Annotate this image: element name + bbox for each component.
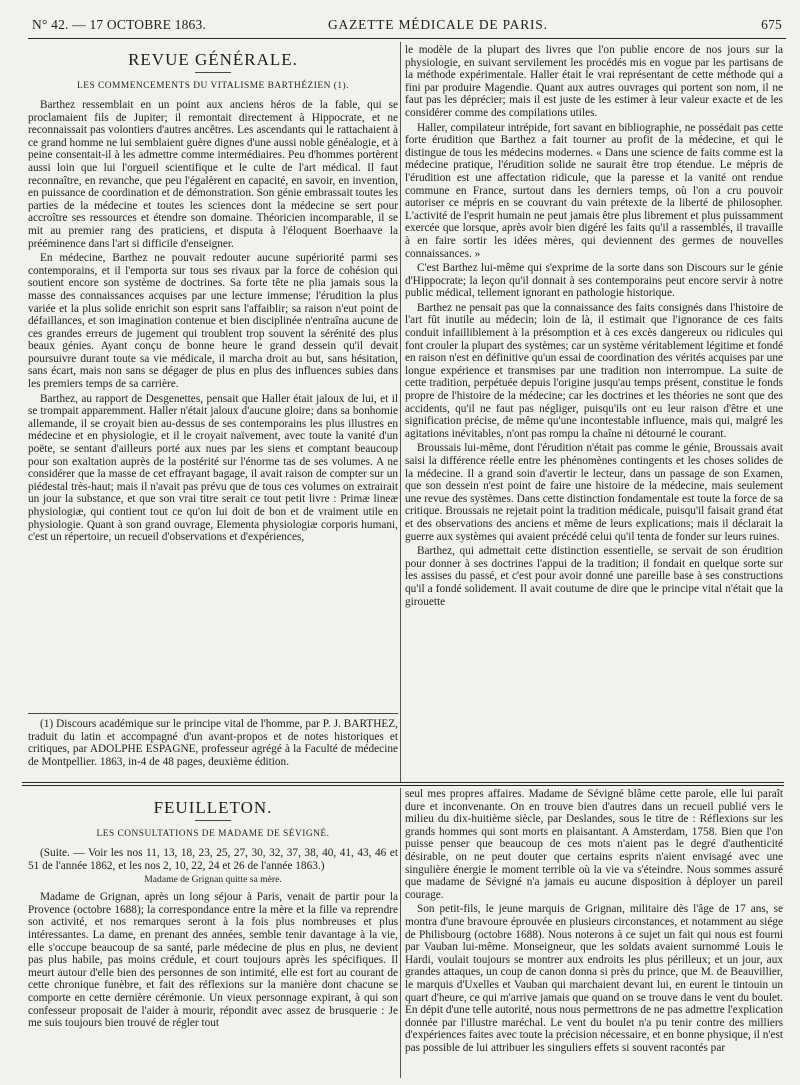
revue-paragraph: Barthez, au rapport de Desgenettes, pensait que Haller était jaloux de lui, et il se trompait apparemment. Haller n'était jaloux d'aucune gloire; dans sa bonhomie allemande, il se croyait bien au-dessus de ses contemporains les plus illustres en médecine et en physiologie, et il le croyait naïvement, avec toute la vanité d'un poëte, se sentant d'ailleurs porté aux nues par les siens et comptant beaucoup pour son exaltation auprès de la postérité sur l'énorme tas de ses volumes. A ne considérer que la masse de cet effrayant bagage, il avait raison de compter sur un piédestal très-haut; mais il n'avait pas prévu que de tous ces volumes on extrairait un jour la substance, et que son vrai titre serait ce tout petit livre : Primæ lineæ physiologiæ, qui contient tout ce qu'on lui doit de bon et de vraiment utile en physiologie. Quant à son grand ouvrage, Elementa physiologiæ corporis humani, c'est un répertoire, un recueil d'observations et d'expériences, <box>28 392 398 544</box>
revue-title: REVUE GÉNÉRALE. <box>128 50 298 69</box>
revue-footnote: (1) Discours académique sur le principe vital de l'homme, par P. J. BARTHEZ, traduit du latin et accompagné d'un avant-propos et de notes historiques et critiques, par ADOLPHE ESPAGNE, professeur agrégé à la Faculté de médecine de Montpellier. 1863, in-4 de 48 pages, deuxième édition. <box>28 718 398 768</box>
revue-paragraph: Broussais lui-même, dont l'érudition n'était pas comme le génie, Broussais avait saisi la différence réelle entre les phénomènes contingents et les choses solides de la médecine. Il a grand soin d'avertir le lecteur, dans un passage de son Examen, que son dessein n'est point de faire une histoire de la médecine, mais seulement une revue des systèmes. Dans cette distinction fondamentale est toute la force de sa critique. Broussais ne rejetait point la tradition médicale, puisqu'il faisait grand état et des observations des anciens et même de leurs explications; mais il déclarait la guerre aux systèmes qui avaient précédé celui qu'il tenta de fonder sur leurs ruines. <box>405 442 783 543</box>
feuilleton-subtitle: LES CONSULTATIONS DE MADAME DE SÉVIGNÉ. <box>96 829 330 839</box>
revue-paragraph: Barthez ne pensait pas que la connaissance des faits consignés dans l'histoire de l'art fût inutile au médecin; loin de là, il estimait que l'ignorance de ces faits conduit infailliblement à la présomption et à ces excès dangereux ou ridicules qui font crouler la plupart des systèmes; car un système véritablement légitime et fondé en raison n'est en définitive qu'un essai de coordination des vérités acquises par une longue expérience et transmises par une tradition non interrompue. La suite de cette tradition, perpétuée depuis l'origine jusqu'au temps présent, constitue le fonds propre de l'histoire de la médecine; car les doctrines et les théories ne sont que des accidents, qu'il ne faut pas négliger, puisqu'ils ont eu leur raison d'être et une signification précise, de même qu'une incontestable influence, mais qui, malgré les agitations inévitables, n'ont pas rompu la chaîne ni détourné le courant. <box>405 301 783 440</box>
revue-subtitle: LES COMMENCEMENTS DU VITALISME BARTHÉZIEN (1). <box>76 81 350 91</box>
feuilleton-rule-bottom <box>22 785 784 786</box>
revue-title-rule <box>195 72 231 73</box>
feuilleton-note: (Suite. — Voir les nos 11, 13, 18, 23, 25, 27, 30, 32, 37, 38, 40, 41, 43, 46 et 51 de l'année 1862, et les nos 2, 10, 22, 24 et 26 de l'année 1863.) <box>28 847 398 872</box>
revue-footnote-block <box>28 718 398 778</box>
feuilleton-chapter: Madame de Grignan quitte sa mère. <box>144 874 282 886</box>
revue-paragraph: C'est Barthez lui-même qui s'exprime de la sorte dans son Discours sur le génie d'Hippocrate; la leçon qu'il donnait à ses contemporains peut encore servir à notre public médical, tellement ignorant en pathologie historique. <box>405 262 783 300</box>
revue-right-column <box>405 44 783 782</box>
feuilleton-left-column <box>28 788 398 1078</box>
revue-paragraph: le modèle de la plupart des livres que l'on publie encore de nos jours sur la physiologie, en suivant servilement les procédés mis en vogue par les partisans de la méthode expérimentale. Haller était le vrai représentant de cette méthode qui a fini par produire Magendie. Quant aux autres ouvrages qui portent son nom, il ne faut pas les déprécier; mais il est juste de les estimer à leur valeur exacte et de les considérer comme des compilations utiles. <box>405 44 783 119</box>
feuilleton-paragraph: Madame de Grignan, après un long séjour à Paris, venait de partir pour la Provence (octobre 1688); la correspondance entre la mère et la fille va reprendre son activité, et nos remarques seront à la fois plus nombreuses et plus intéressantes. La dame, en prenant des années, semble tenir davantage à la vie, elle s'occupe beaucoup de sa santé, parle médecine de plus en plus, ne devient pas plus habile, pas moins crédule, et court toujours après les spécifiques. Il meurt autour d'elle bien des personnes de son intimité, elle est fort au courant de cette chronique funèbre, et fait des réflexions sur la manière dont chacune se comporte en cette dernière cérémonie. Un vieux personnage expirant, à qui son confesseur proposait de l'aider à mourir, répondit avec assez de brusquerie : Je me suis toujours bien trouvé de régler tout <box>28 891 398 1030</box>
revue-paragraph: Barthez, qui admettait cette distinction essentielle, se servait de son érudition pour donner à ses doctrines l'appui de la tradition; il fondait en quelque sorte sur les assises du passé, et c'est pour avoir donné une pareille base à ses constructions qu'il a fondé solidement. Il avait coutume de dire que le principe vital n'était que la girouette <box>405 545 783 608</box>
feuilleton-title: FEUILLETON. <box>153 798 273 817</box>
feuilleton-paragraph: seul mes propres affaires. Madame de Sévigné blâme cette parole, elle lui paraît dure et inconvenante. On en trouve bien d'autres dans un recueil publié vers le milieu du dix-huitième siècle, par Deslandes, sous le titre de : Réflexions sur les grands hommes qui sont morts en plaisantant. A Amsterdam, 1758. Bien que l'on puisse penser que beaucoup de ces mots n'aient pas le degré d'authenticité désirable, on ne peut douter que certains esprits n'aient envisagé avec une singulière énergie le moment terrible où la vie va s'éteindre. Nous sommes assuré que madame de Sévigné n'a jamais eu aucune disposition à déployer un pareil courage. <box>405 788 783 901</box>
feuilleton-rule-top <box>22 782 784 783</box>
feuilleton-paragraph: Son petit-fils, le jeune marquis de Grignan, militaire dès l'âge de 17 ans, se montra d'une bravoure éprouvée en plusieurs circonstances, et notamment au siége de Philisbourg (octobre 1688). Nous noterons à ce sujet un fait qui nous est fourni par Vauban lui-même. Monseigneur, que les soldats avaient surnommé Louis le Hardi, voulait toujours se montrer aux endroits les plus périlleux; et un jour, aux grandes attaques, un coup de canon donna si près du prince, que M. de Beauvillier, le marquis d'Uxelles et Vauban qui marchaient devant lui, en eurent le tintouin un quart d'heure, ce qui m'arrive jamais que quand on se trouve dans le vent du boulet. En dépit d'une telle autorité, nous nous permettrons de ne pas admettre l'explication donnée par l'illustre maréchal. Le vent du boulet n'a pu tenir contre des milliers d'expériences faites avec toute la précision nécessaire, et en bonne physique, il n'est pas possible de lui attribuer les singuliers effets si souvent racontés par <box>405 903 783 1054</box>
feuilleton-title-rule <box>195 820 231 821</box>
running-header <box>28 14 786 39</box>
page-number: 675 <box>761 17 782 32</box>
revue-left-column <box>28 40 398 710</box>
masthead: GAZETTE MÉDICALE DE PARIS. <box>328 17 548 32</box>
issue-number: N° 42. — 17 OCTOBRE 1863. <box>32 17 207 32</box>
revue-paragraph: En médecine, Barthez ne pouvait redouter aucune supériorité parmi ses contemporains, et il l'emporta sur tous ses rivaux par la force de cohésion qui soutient encore son système de doctrines. Sa forte tête ne plia jamais sous la masse des connaissances acquises par une lecture immense; l'érudition la plus variée et la plus solide enrichit son esprit sans l'affaiblir; sa raison n'eut point de défaillances, et son imagination contenue et bien disciplinée n'entraîna aucune de ces grandes erreurs de jugement qui troublent trop souvent la sérénité des plus beaux génies. Ayant conçu de bonne heure le grand dessein qu'il devait poursuivre durant toute sa vie médicale, il marcha droit au but, sans hésitation, sans écart, mais non sans se dégager de plus en plus des influences subies dans les premiers temps de sa carrière. <box>28 252 398 391</box>
column-divider <box>400 42 401 782</box>
feuilleton-column-divider <box>400 788 401 1078</box>
feuilleton-right-column <box>405 788 783 1078</box>
revue-paragraph: Barthez ressemblait en un point aux anciens héros de la fable, qui se proclamaient fils de Jupiter; il remontait directement à Hippocrate, et ne reconnaissait pas volontiers d'autres ancêtres. Les ascendants qui le rattachaient à ce grand homme ne lui semblaient guère dignes d'une aussi noble généalogie, et à peine consentait-il à les admettre comme intermédiaires. Peu d'hommes portèrent aussi loin que lui l'orgueil scientifique et le culte de l'art médical. Il faut reconnaître, en revanche, que peu l'égalèrent en capacité, en savoir, en invention, en puissance de coordination et de démonstration. Son génie embrassait toutes les parties de la médecine et toutes les sciences dont la médecine se sert pour accroître ses ressources et étendre son domaine. Théoricien incomparable, il se mit au premier rang des praticiens, et disputa à l'éloquent Boerhaave la prééminence dans l'art si difficile d'enseigner. <box>28 99 398 250</box>
revue-paragraph: Haller, compilateur intrépide, fort savant en bibliographie, ne possédait pas cette forte érudition que Barthez a fait tourner au profit de la médecine, et qui le distingue de tous les médecins modernes. « Dans une science de faits comme est la médecine pratique, l'érudition solide ne saurait être trop étendue. Le mépris de l'érudition est une affectation ridicule, que la paresse et la vanité ont rendue commune en France, surtout dans les derniers temps, où l'on a cru pouvoir autoriser ce mépris en se couvrant du vain prétexte de la liberté de philosopher. L'activité de l'esprit humain ne peut jamais être plus librement et plus puissamment exercée que lorsque, après avoir bien digéré les faits qu'il a rassemblés, il travaille à en faire sortir les idées mères, qui deviennent des germes de nouvelles connaissances. » <box>405 121 783 260</box>
footnote-rule <box>28 713 398 714</box>
